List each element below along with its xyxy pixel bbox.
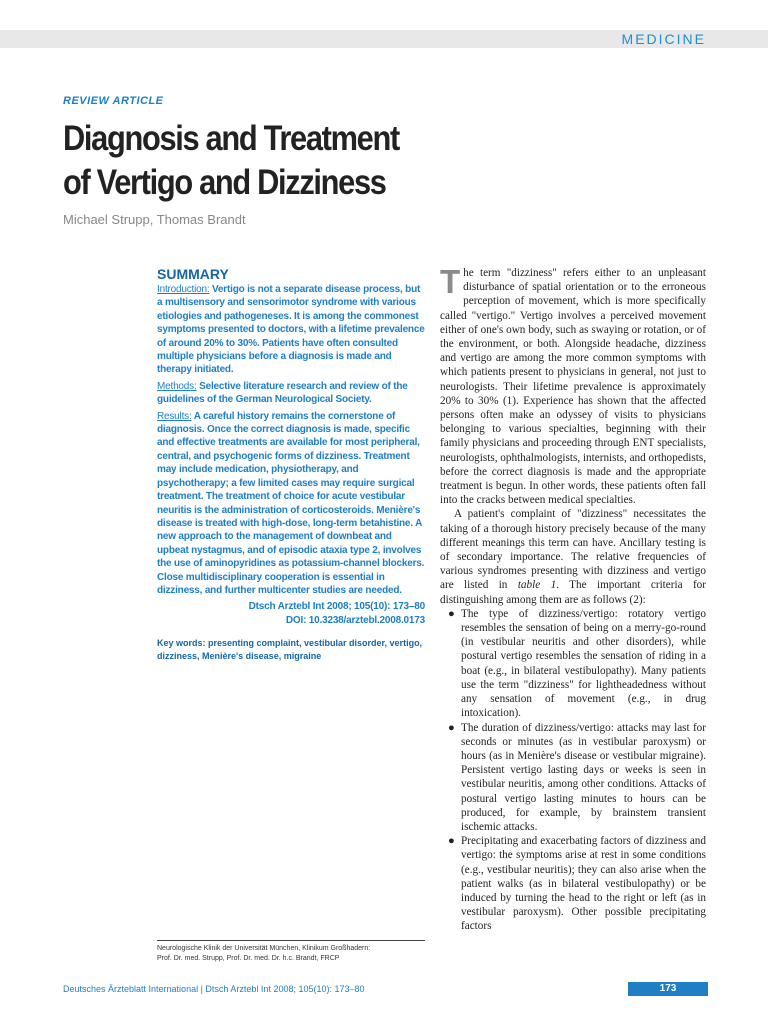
body-paragraph-2 [440, 507, 706, 606]
affiliation-line-1: Neurologische Klinik der Universität München, Klinikum Großhadern: [157, 945, 371, 952]
article-title [63, 117, 415, 205]
list-item-text: The duration of dizziness/vertigo: attacks may last for seconds or minutes (as in vestibular paroxysm) or hours (as in Menière's disease or vestibular migraine). Persistent vertigo lasting days or weeks is seen in vestibular neuritis, among other conditions. Attacks of postural vertigo lasting minutes to hours can be produced, for example, by brainstem transient ischemic attacks. [461, 721, 706, 833]
criteria-list [440, 607, 706, 934]
title-line-2: of Vertigo and Dizziness [63, 163, 386, 202]
summary-results [157, 410, 425, 598]
table-reference[interactable]: table 1 [517, 579, 557, 592]
list-item-text: Precipitating and exacerbating factors of dizziness and vertigo: the symptoms arise at rest in some conditions (e.g., vestibular neuritis); they can also arise when the patient walks (as in bilateral vestibulopathy) or be induced by turning the head to the right or left (as in vestibular paroxysm). Other possible precipitating factors [461, 835, 706, 933]
section-header-bar [0, 30, 768, 48]
bullet-icon: ● [448, 607, 455, 620]
title-line-1: Diagnosis and Treatment [63, 119, 399, 158]
intro-label: Introduction: [157, 284, 210, 295]
bullet-icon: ● [448, 835, 455, 848]
affiliation-line-2: Prof. Dr. med. Strupp, Prof. Dr. med. Dr. h.c. Brandt, FRCP [157, 955, 340, 962]
article-body [440, 263, 707, 934]
body-paragraph-2-text: A patient's complaint of "dizziness" necessitates the taking of a thorough history precisely because of the many different meanings this term can have. Ancillary testing is of secondary importance. The relative frequencies of various syndromes presenting with dizziness and vertigo are listed in [440, 508, 706, 592]
bullet-icon: ● [448, 721, 455, 734]
body-paragraph-1 [440, 263, 707, 507]
journal-footer: Deutsches Ärzteblatt International | Dtsch Arztebl Int 2008; 105(10): 173–80 [63, 984, 365, 994]
list-item [448, 607, 706, 721]
keywords: Key words: presenting complaint, vestibular disorder, vertigo, dizziness, Menière's disease, migraine [157, 638, 423, 662]
doi: DOI: 10.3238/arztebl.2008.0173 [285, 614, 425, 626]
summary-box [157, 266, 425, 663]
summary-introduction [157, 283, 425, 377]
authors: Michael Strupp, Thomas Brandt [63, 212, 246, 227]
summary-heading: SUMMARY [157, 266, 229, 282]
results-label: Results: [157, 410, 192, 422]
section-label: MEDICINE [621, 31, 706, 47]
list-item [448, 834, 706, 933]
methods-text: Selective literature research and review of the guidelines of the German Neurological Society. [157, 380, 408, 406]
citation: Dtsch Arztebl Int 2008; 105(10): 173–80 [248, 601, 425, 613]
list-item-text: The type of dizziness/vertigo: rotatory vertigo resembles the sensation of being on a merry-go-round (in vestibular neuritis and other disorders), while postural vertigo resembles the sensation of riding in a boat (e.g., in bilateral vestibulopathy). Many patients use the term "dizziness" for lightheadedness without any sensation of movement (e.g., in drug intoxication). [461, 607, 706, 720]
list-item [448, 721, 706, 835]
page-number: 173 [628, 982, 708, 996]
methods-label: Methods: [157, 380, 197, 392]
drop-cap: T [440, 263, 461, 300]
body-paragraph-2-end: . The important criteria for distinguishing among them are as follows (2): [440, 579, 706, 606]
article-type: REVIEW ARTICLE [63, 95, 164, 107]
summary-methods [157, 380, 425, 407]
body-paragraph-1-text: he term "dizziness" refers either to an unpleasant disturbance of spatial orientation or to the erroneous perception of movement, which is more specifically called "vertigo." Vertigo involves a perceived movement either of one's own body, such as swaying or rotation, or of the environment, or both. Alongside headache, dizziness and vertigo are among the more common symptoms with which patients present to physicians in general, not just to neurologists. Their lifetime prevalence is approximately 20% to 30% (1). Experience has shown that the affected persons often make an odyssey of visits to physicians belonging to various specialties, beginning with their family physicians and proceeding through ENT specialists, neurologists, ophthalmologists, internists, and orthopedists, before the correct diagnosis is made and the appropriate treatment is begun. In other words, these patients often fall into the cracks between medical specialties. [440, 267, 707, 507]
intro-text: Vertigo is not a separate disease process, but a multisensory and sensorimotor syndrome with various etiologies and pathogeneses. It is among the commonest symptoms presented to doctors, with a lifetime prevalence of around 20% to 30%. Patients have often consulted multiple physicians before a diagnosis is made and therapy initiated. [157, 284, 425, 376]
affiliation-footnote [157, 940, 425, 964]
results-text: A careful history remains the cornerstone of diagnosis. Once the correct diagnosis is made, specific and effective treatments are available for most peripheral, central, and psychogenic forms of dizziness. Treatment may include medication, physiotherapy, and psychotherapy; a few limited cases may require surgical treatment. The treatment of choice for acute vestibular neuritis is the administration of corticosteroids. Menière's disease is treated with high-dose, long-term betahistine. A new approach to the management of downbeat and upbeat nystagmus, and of episodic ataxia type 2, involves the use of aminopyridines as potassium-channel blockers. Close multidisciplinary cooperation is essential in dizziness, and further multicenter studies are needed. [157, 410, 425, 596]
